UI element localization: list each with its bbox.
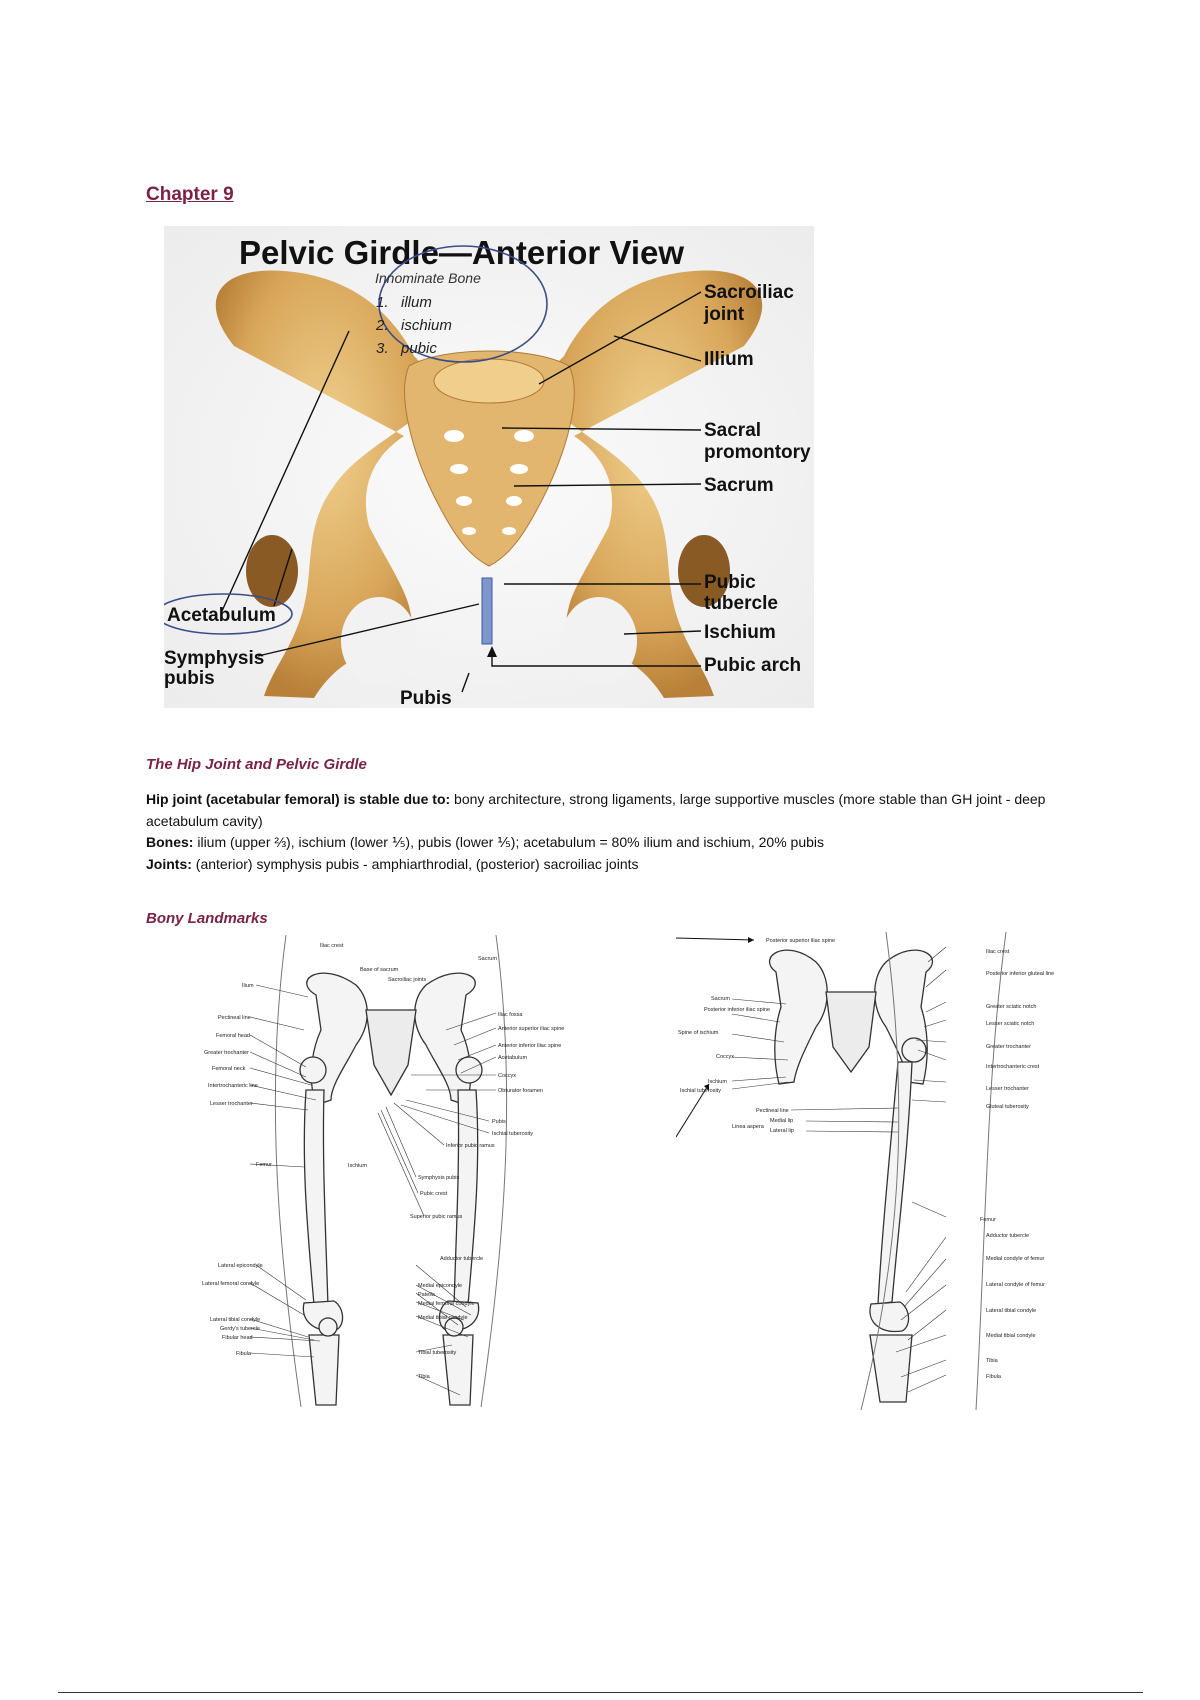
label-ilium: Ilium: [242, 983, 254, 989]
label-sacrum: Sacrum: [711, 996, 730, 1002]
label-medial-tibial-condyle: Medial tibial condyle: [986, 1333, 1036, 1339]
label-iliac-fossa: Iliac fossa: [498, 1012, 523, 1018]
text-hip-joint: bony architecture, strong ligaments, large supportive muscles (more stable than GH joint - deep acetabulum cavity): [146, 791, 1046, 829]
label-medial-femoral-condyle: Medial femoral condyle: [418, 1301, 475, 1307]
anterior-skeleton-drawing: [300, 973, 482, 1405]
label-femur: Femur: [980, 1217, 996, 1223]
label-superior-pubic-ramus: Superior pubic ramus: [410, 1214, 463, 1220]
label-ischium: Ischium: [704, 622, 776, 643]
label-tibia: Tibia: [418, 1374, 430, 1380]
label-illium: Illium: [704, 349, 754, 370]
paragraph-bones: [146, 832, 1076, 854]
label-medial-tibial-condyle: Medial tibial condyle: [418, 1315, 468, 1321]
hip-joint-text: [146, 789, 1076, 875]
label-ischium: Ischium: [708, 1079, 727, 1085]
label-femoral-head: Femoral head: [216, 1033, 250, 1039]
label-base-of-sacrum: Base of sacrum: [360, 967, 399, 973]
label-lesser-sciatic-notch: Lesser sciatic notch: [986, 1021, 1035, 1027]
label-sacroiliac-joints: Sacroiliac joints: [388, 977, 427, 983]
label-linea-aspera: Linea aspera: [732, 1124, 764, 1130]
label-iliac-crest: Iliac crest: [986, 949, 1010, 955]
label-lateral-lip: Lateral lip: [770, 1128, 794, 1134]
label-lateral-tibial-condyle: Lateral tibial condyle: [986, 1308, 1037, 1314]
label-obturator-foramen: Obturator foramen: [498, 1088, 543, 1094]
label-symphysis-pubis: pubis: [164, 668, 215, 689]
footer-divider: [58, 1692, 1143, 1693]
term-bones: Bones:: [146, 834, 194, 850]
innominate-item: 3. pubic: [376, 340, 437, 357]
label-inferior-pubic-ramus: Inferior pubic ramus: [446, 1143, 495, 1149]
text-bones: ilium (upper ⅔), ischium (lower ⅕), pubis (lower ⅕); acetabulum = 80% ilium and ischium, 20% pubis: [193, 834, 824, 850]
paragraph-joints: [146, 854, 1076, 876]
label-anterior-inferior-iliac-spine: Anterior inferior iliac spine: [498, 1043, 562, 1049]
label-gerdys-tubercle: Gerdy's tubercle: [220, 1326, 260, 1332]
label-fibula: Fibula: [236, 1351, 251, 1357]
label-intertrochanteric-crest: Intertrochanteric crest: [986, 1064, 1040, 1070]
label-pubis: Pubis: [400, 688, 452, 708]
term-joints: Joints:: [146, 855, 192, 872]
label-iliac-crest: Iliac crest: [320, 943, 344, 949]
label-posterior-inferior-iliac-spine: Posterior inferior iliac spine: [704, 1007, 771, 1013]
label-sacrum: Sacrum: [478, 956, 497, 962]
label-adductor-tubercle: Adductor tubercle: [986, 1233, 1030, 1239]
label-ischial-tuberosity: Ischial tuberosity: [492, 1131, 533, 1137]
label-pubic-tubercle: tubercle: [704, 593, 778, 614]
label-sacral-promontory: promontory: [704, 442, 811, 463]
label-medial-lip: Medial lip: [770, 1118, 794, 1124]
label-ischial-tuberosity: Ischial tuberosity: [680, 1088, 721, 1094]
label-pectineal-line: Pectineal line: [756, 1108, 789, 1114]
label-lateral-condyle: Lateral condyle of femur: [986, 1282, 1046, 1288]
label-sacroiliac: Sacroiliac: [704, 282, 794, 303]
label-pubis: Pubis: [492, 1119, 506, 1125]
label-coccyx: Coccyx: [716, 1054, 735, 1060]
label-pubic-arch: Pubic arch: [704, 655, 802, 676]
posterior-landmarks-figure: [676, 932, 1076, 1410]
label-medial-condyle: Medial condyle of femur: [986, 1256, 1045, 1262]
posterior-skeleton-drawing: [770, 950, 933, 1402]
label-pectineal-line: Pectineal line: [218, 1015, 251, 1021]
label-tibial-tuberosity: Tibial tuberosity: [418, 1350, 457, 1356]
pelvic-girdle-figure: [164, 226, 814, 708]
label-gluteal-tuberosity: Gluteal tuberosity: [986, 1104, 1029, 1110]
label-tibia: Tibia: [986, 1358, 998, 1364]
label-greater-trochanter: Greater trochanter: [204, 1050, 249, 1056]
label-femur: Femur: [256, 1162, 272, 1168]
label-adductor-tubercle: Adductor tubercle: [440, 1256, 484, 1262]
label-coccyx: Coccyx: [498, 1073, 517, 1079]
label-fibular-head: Fibular head: [222, 1335, 253, 1341]
label-sacrum: Sacrum: [704, 475, 774, 496]
label-lateral-tibial-condyle: Lateral tibial condyle: [210, 1317, 261, 1323]
label-lesser-trochanter: Lesser trochanter: [986, 1086, 1029, 1092]
text-joints: (anterior) symphysis pubis - amphiarthrodial, (posterior) sacroiliac joints: [191, 855, 639, 872]
label-symphysis-pubis: Symphysis: [164, 648, 265, 669]
paragraph-hip-joint: [146, 789, 1076, 832]
label-fibula: Fibula: [986, 1374, 1001, 1380]
chapter-heading: Chapter 9: [146, 184, 234, 205]
label-greater-sciatic-notch: Greater sciatic notch: [986, 1004, 1037, 1010]
label-sacroiliac: joint: [704, 304, 745, 325]
label-lateral-epicondyle: Lateral epicondyle: [218, 1263, 263, 1269]
section-title-hip-joint: The Hip Joint and Pelvic Girdle: [146, 756, 367, 773]
innominate-heading: Innominate Bone: [375, 270, 481, 286]
label-sacral-promontory: Sacral: [704, 420, 762, 441]
label-femoral-neck: Femoral neck: [212, 1066, 246, 1072]
anterior-landmarks-figure: [196, 935, 590, 1407]
label-medial-epicondyle: Medial epicondyle: [418, 1283, 463, 1289]
label-symphysis-pubis: Symphysis pubis: [418, 1175, 460, 1181]
section-title-bony-landmarks: Bony Landmarks: [146, 910, 268, 927]
label-acetabulum: Acetabulum: [498, 1055, 528, 1061]
label-lesser-trochanter: Lesser trochanter: [210, 1101, 253, 1107]
label-intertrochanteric-line: Intertrochanteric line: [208, 1083, 258, 1089]
label-acetabulum: Acetabulum: [167, 605, 276, 626]
innominate-item: 1. illum: [376, 294, 432, 311]
innominate-item: 2. ischium: [376, 317, 452, 334]
label-posterior-inferior-gluteal-line: Posterior inferior gluteal line: [986, 971, 1055, 977]
label-anterior-superior-iliac-spine: Anterior superior iliac spine: [498, 1026, 565, 1032]
label-greater-trochanter: Greater trochanter: [986, 1044, 1031, 1050]
label-posterior-superior-iliac-spine: Posterior superior iliac spine: [766, 938, 836, 944]
label-lateral-femoral-condyle: Lateral femoral condyle: [202, 1281, 260, 1287]
label-pubic-crest: Pubic crest: [420, 1191, 448, 1197]
label-ischium: Ischium: [348, 1163, 367, 1169]
figure-title: Pelvic Girdle—Anterior View: [239, 234, 685, 271]
label-pubic-tubercle: Pubic: [704, 572, 756, 593]
label-patella: Patella: [418, 1292, 435, 1298]
label-spine-of-ischium: Spine of ischium: [678, 1030, 719, 1036]
term-hip-joint: Hip joint (acetabular femoral) is stable due to:: [146, 791, 451, 807]
